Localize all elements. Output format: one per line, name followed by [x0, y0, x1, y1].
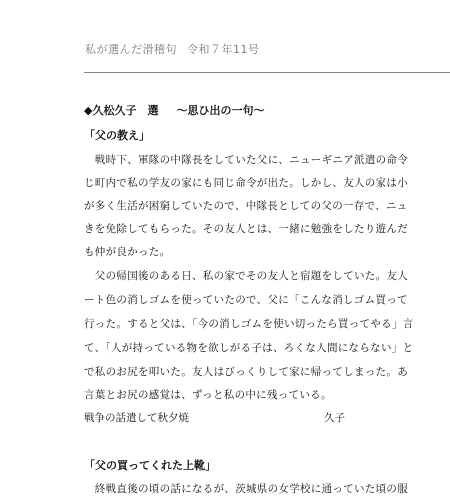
story1-line: 戦時下、軍隊の中隊長をしていた父に、ニューギニア派遣の命令: [84, 154, 408, 166]
story1-line: ート色の消しゴムを使っていたので、父に「こんな消しゴム買って: [84, 294, 408, 306]
page-header: [85, 41, 260, 57]
story1-line: じ町内で私の学友の家にも同じ命令が出た。しかし、友人の家は小: [84, 177, 408, 189]
story1-line: で私のお尻を叩いた。友人はびっくりして家に帰ってしまった。あ: [84, 366, 408, 378]
story1-line: て、「人が持っている物を欲しがる子は、ろくな人間にならない」と: [84, 342, 414, 354]
story1-title: 「父の教え」: [84, 129, 150, 142]
story1-line: 父の帰国後のある日、私の家でその友人と宿題をしていた。友人: [84, 270, 408, 282]
header-date: 令和７年11号: [187, 43, 260, 56]
story1-line: 言葉とお尻の感覚は、ずっと私の中に残っている。: [84, 389, 332, 401]
haiku-line: [84, 410, 345, 425]
section-heading: [84, 102, 264, 118]
story2-line: 終戦直後の頃の話になるが、茨城県の女学校に通っていた頃の服: [84, 483, 408, 495]
haiku-text: 戦争の話遣して秋夕焼: [84, 412, 189, 424]
section-subtitle: 〜思ひ出の一句〜: [176, 104, 265, 117]
story2-title: 「父の買ってくれた上靴」: [84, 459, 216, 472]
selector-label: ◆久松久子 選: [84, 104, 159, 117]
story1-line: も仲が良かった。: [84, 246, 171, 258]
story1-line: 行った。すると父は、「今の消しゴムを使い切ったら買ってやる」言: [84, 318, 414, 330]
haiku-author: 久子: [324, 412, 345, 424]
header-divider: [84, 72, 450, 73]
story1-line: が多く生活が困窮していたので、中隊長としての父の一存で、ニュ: [84, 200, 408, 212]
story1-line: きを免除してもらった。その友人とは、一緒に勉強をしたり遊んだ: [84, 223, 408, 235]
header-title: 私が選んだ滑稽句: [85, 43, 177, 56]
